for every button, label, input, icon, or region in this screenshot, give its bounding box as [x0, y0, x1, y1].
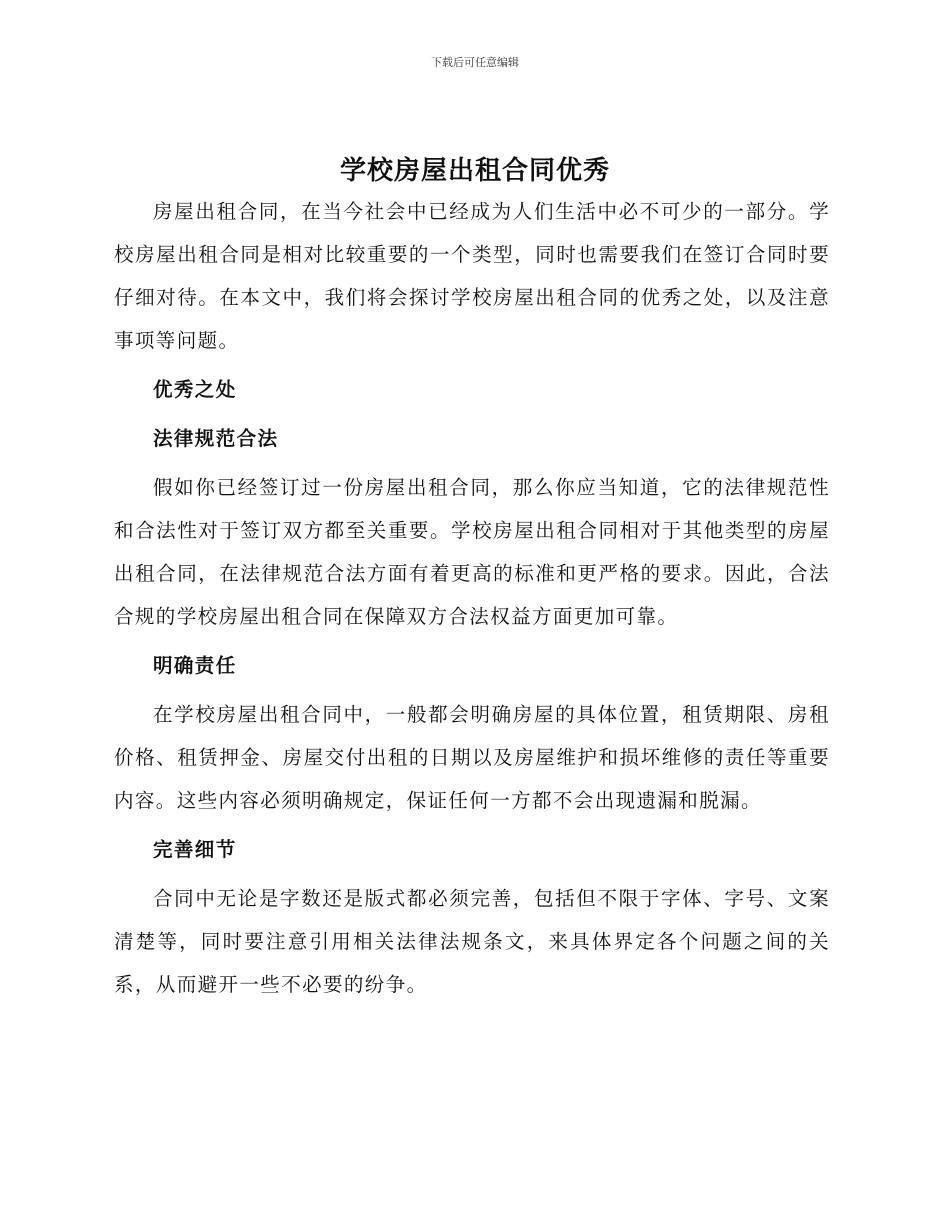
subsection-heading-legal: 法律规范合法	[153, 427, 279, 450]
document-title: 学校房屋出租合同优秀	[339, 156, 610, 186]
subsection-body-responsibility: 在学校房屋出租合同中，一般都会明确房屋的具体位置，租赁期限、房租价格、租赁押金、房屋交付出租的日期以及房屋维护和损坏维修的责任等重要内容。这些内容必须明确规定，保证任何一方都不会出现遗漏和脱漏。	[114, 703, 830, 812]
section-heading: 优秀之处	[153, 378, 237, 401]
subsection-body-details: 合同中无论是字数还是版式都必须完善，包括但不限于字体、字号、文案清楚等，同时要注意引用相关法律法规条文，来具体界定各个问题之间的关系，从而避开一些不必要的纷争。	[114, 887, 830, 996]
document-body	[114, 190, 830, 1006]
subsection-heading-details: 完善细节	[153, 838, 237, 861]
header-note: 下载后可任意编辑	[431, 56, 519, 69]
subsection-body-legal: 假如你已经签订过一份房屋出租合同，那么你应当知道，它的法律规范性和合法性对于签订双方都至关重要。学校房屋出租合同相对于其他类型的房屋出租合同，在法律规范合法方面有着更高的标准和更严格的要求。因此，合法合规的学校房屋出租合同在保障双方合法权益方面更加可靠。	[114, 476, 830, 628]
subsection-heading-responsibility: 明确责任	[153, 654, 237, 677]
intro-paragraph: 房屋出租合同，在当今社会中已经成为人们生活中必不可少的一部分。学校房屋出租合同是相对比较重要的一个类型，同时也需要我们在签订合同时要仔细对待。在本文中，我们将会探讨学校房屋出租合同的优秀之处，以及注意事项等问题。	[114, 200, 830, 352]
